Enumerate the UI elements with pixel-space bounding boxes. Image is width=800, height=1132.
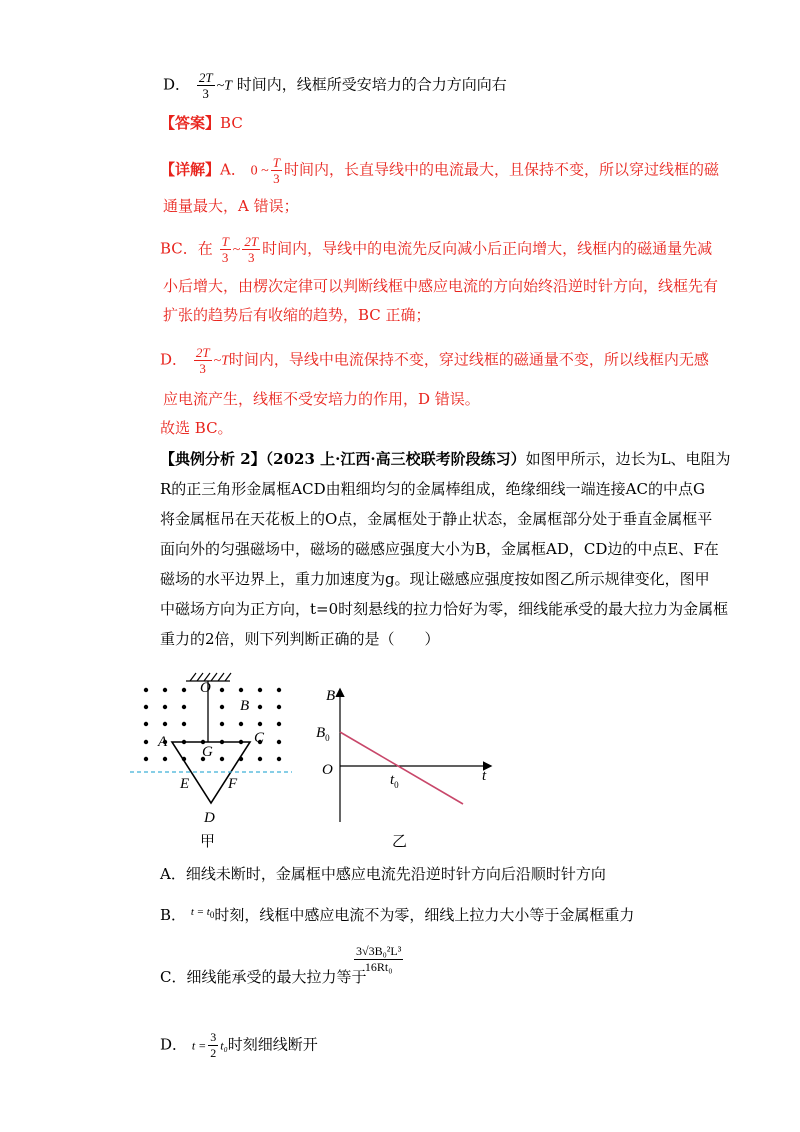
example-line: 将金属框吊在天花板上的O点，金属框处于静止状态，金属框部分处于垂直金属框平 bbox=[160, 510, 713, 528]
field-dot bbox=[144, 757, 148, 761]
detail-bc-line3: 扩张的趋势后有收缩的趋势，BC 正确； bbox=[163, 306, 431, 324]
label-d: D bbox=[204, 810, 215, 826]
field-dot bbox=[182, 722, 186, 726]
fraction: $\frac{T}{3}$ bbox=[221, 234, 229, 265]
detail-bc-line2: 小后增大，由楞次定律可以判断线框中感应电流的方向始终沿逆时针方向，线框先有 bbox=[163, 277, 719, 295]
field-dot bbox=[163, 688, 167, 692]
detail-conclusion: 故选 BC。 bbox=[160, 419, 233, 437]
example-line: 重力的2倍，则下列判断正确的是（ ） bbox=[160, 630, 440, 648]
label-f: F bbox=[228, 776, 238, 792]
option-text: 时间内，线框所受安培力的合力方向向右 bbox=[236, 75, 507, 94]
fraction: $\frac{2T}{3}$ bbox=[198, 70, 213, 101]
field-dot bbox=[277, 688, 281, 692]
field-dot bbox=[258, 722, 262, 726]
option-b: B． $^{t = t_0}$时刻，线框中感应电流不为零，细线上拉力大小等于金属框重力 bbox=[160, 906, 635, 924]
label-c: C bbox=[254, 730, 265, 746]
example-tag: 【典例分析 2】 bbox=[160, 450, 266, 468]
field-dot bbox=[277, 705, 281, 709]
detail-d-line1: D． $\frac{2T}{3}$ ~T时间内，导线中电流保持不变，穿过线框的磁通量不变，所以线框内无感 bbox=[160, 345, 709, 376]
field-dot bbox=[144, 722, 148, 726]
field-dot bbox=[239, 688, 243, 692]
field-dot bbox=[258, 705, 262, 709]
detail-a-line2: 通量最大，A 错误； bbox=[163, 197, 299, 215]
option-c: C．细线能承受的最大拉力等于 bbox=[160, 968, 367, 986]
example-line: R的正三角形金属框ACD由粗细均匀的金属棒组成，绝缘细线一端连接AC的中点G bbox=[160, 480, 705, 498]
answer-line bbox=[160, 113, 243, 133]
detail-tag: 【详解】 bbox=[160, 160, 221, 179]
field-dot bbox=[258, 688, 262, 692]
field-dot bbox=[163, 705, 167, 709]
field-dot bbox=[163, 722, 167, 726]
field-dot bbox=[182, 688, 186, 692]
label-a: A bbox=[158, 734, 168, 750]
figure-jia bbox=[130, 672, 300, 842]
prev-option-d: D． $\frac{2T}{3}$ ~T 时间内，线框所受安培力的合力方向向右 bbox=[163, 70, 507, 101]
field-dot bbox=[258, 757, 262, 761]
b-t-line bbox=[340, 732, 463, 804]
field-dot bbox=[239, 722, 243, 726]
field-dot bbox=[144, 688, 148, 692]
field-dot bbox=[277, 722, 281, 726]
label-o: O bbox=[200, 680, 211, 696]
label-g: G bbox=[202, 744, 213, 760]
label-x-axis: t bbox=[482, 768, 487, 784]
detail-d-line2: 应电流产生，线框不受安培力的作用，D 错误。 bbox=[163, 390, 480, 408]
field-dot bbox=[182, 705, 186, 709]
example-line: 面向外的匀强磁场中，磁场的磁感应强度大小为B，金属框AD，CD边的中点E、F在 bbox=[160, 540, 719, 558]
example-heading: 【典例分析 2】（2023 上·江西·高三校联考阶段练习）如图甲所示，边长为L、电阻为 bbox=[160, 450, 731, 468]
figure-yi bbox=[310, 682, 500, 822]
option-d: D． t = $\frac{3}{2}$ t₀时刻细线断开 bbox=[160, 1030, 318, 1060]
fraction: $\frac{2T}{3}$ bbox=[244, 234, 259, 265]
label-origin: O bbox=[322, 762, 333, 778]
fraction: $\frac{2T}{3}$ bbox=[195, 345, 210, 376]
detail-a-line1: 【详解】A． 0 ~ $\frac{T}{3}$ 时间内，长直导线中的电流最大，且保持不变，所以穿过线框的磁 bbox=[160, 155, 719, 186]
field-dot bbox=[220, 722, 224, 726]
field-dot bbox=[220, 688, 224, 692]
label-b: B bbox=[240, 698, 250, 714]
label-e: E bbox=[180, 776, 190, 792]
field-dot bbox=[277, 740, 281, 744]
field-dot bbox=[220, 757, 224, 761]
label-b0: $B_0$ bbox=[316, 725, 330, 743]
label-y-axis: B bbox=[326, 688, 336, 704]
label-t0: $t_0$ bbox=[390, 772, 399, 790]
field-dot bbox=[220, 705, 224, 709]
option-c-fraction: $\frac{\text{3√3B₀²L³}}{\text{16Rt₀}}$ bbox=[356, 944, 402, 974]
option-label: D． bbox=[163, 75, 191, 94]
example-line: 中磁场方向为正方向，t=0时刻悬线的拉力恰好为零，细线能承受的最大拉力为金属框 bbox=[160, 600, 729, 618]
detail-bc-line1: BC．在 $\frac{T}{3}$ ~ $\frac{2T}{3}$ 时间内，导线中的电流先反向减小后正向增大，线框内的磁通量先减 bbox=[160, 234, 713, 265]
field-dot bbox=[144, 705, 148, 709]
example-line: 磁场的水平边界上，重力加速度为g。现让磁感应强度按如图乙所示规律变化，图甲 bbox=[160, 570, 710, 588]
field-dot bbox=[144, 740, 148, 744]
example-source: （2023 上·江西·高三校联考阶段练习） bbox=[265, 450, 526, 468]
field-dot bbox=[277, 757, 281, 761]
option-a: A．细线未断时，金属框中感应电流先沿逆时针方向后沿顺时针方向 bbox=[160, 865, 606, 883]
answer-tag: 【答案】 bbox=[160, 114, 221, 132]
figure-jia-caption: 甲 bbox=[200, 832, 216, 850]
fraction: $\frac{T}{3}$ bbox=[272, 155, 280, 186]
answer-value: BC bbox=[220, 114, 243, 132]
field-dot bbox=[163, 757, 167, 761]
figure-yi-caption: 乙 bbox=[392, 832, 408, 850]
